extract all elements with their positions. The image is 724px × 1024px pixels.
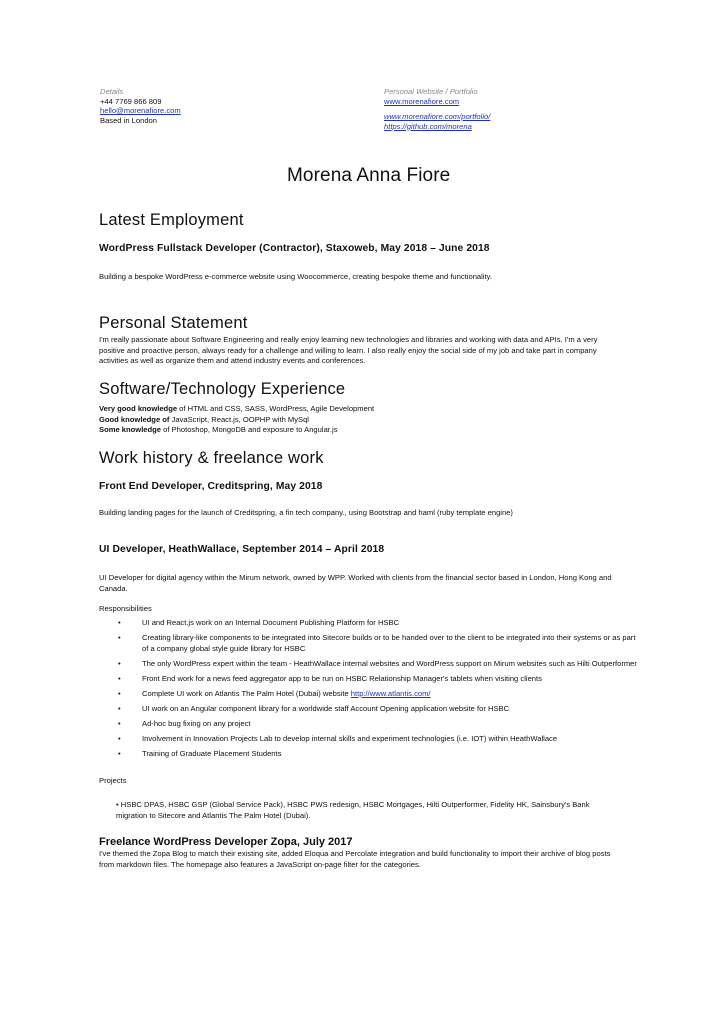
job-zopa-desc: I've themed the Zopa Blog to match their existing site, added Eloqua and Percolate integration and build functionality to import their archive of blog posts from markdown files. The homepage also features a JavaScript on-page filter for the categories. [99,849,611,869]
portfolio-link[interactable]: www.morenafiore.com/portfolio/ [384,112,491,121]
skill-row-2 [99,415,621,426]
skill-level: Some knowledge [99,425,162,435]
list-item: • UI and React.js work on an Internal Document Publishing Platform for HSBC [118,618,400,627]
personal-statement-heading: Personal Statement [99,314,248,332]
latest-employment-heading: Latest Employment [99,211,244,229]
page-title: Morena Anna Fiore [287,165,451,186]
websites-label: Personal Website / Portfolio [384,87,478,96]
job-heathwallace-role: UI Developer, HeathWallace, September 2014 – April 2018 [99,544,385,555]
details-label: Details [100,87,124,96]
job-heathwallace-desc: UI Developer for digital agency within the Mirum network, owned by WPP. Worked with clients from the financial sector based in London, Hong Kong and Canada. [99,573,612,593]
projects-label: Projects [99,776,127,785]
skill-row-1 [99,404,621,415]
latest-role: WordPress Fullstack Developer (Contractor), Staxoweb, May 2018 – June 2018 [99,243,490,254]
skill-text: of Photoshop, MongoDB and exposure to Angular.js [161,425,338,435]
websites-block [384,87,490,131]
personal-statement-text: I'm really passionate about Software Engineering and really enjoy learning new technologies and libraries and working with data and APIs. I'm a very positive and proactive person, always ready for a challenge and willing to learn. I also really enjoy the social side of my job and take part in company activities as well as organize them and attend industry events and conferences. [99,335,598,366]
list-item: • The only WordPress expert within the team - HeathWallace internal websites and WordPress support on Mirum websites such as Hilti Outperformer [118,658,637,668]
github-link[interactable]: https://github.com/morena [384,121,472,131]
job-zopa-role: Freelance WordPress Developer Zopa, July 2017 [99,836,353,848]
list-item: • Creating library-like components to be integrated into Sitecore builds or to be handed over to the client to be integrated into their systems or as part of a company global style guide library for HSBC [118,633,636,653]
skill-text: JavaScript, React.js, OOPHP with MySql [169,414,309,424]
atlantis-link[interactable]: http://www.atlantis.com/ [350,688,431,698]
location-text: Based in London [100,115,158,125]
phone-number: +44 7769 866 809 [100,96,162,106]
skill-row-3 [99,425,621,436]
list-item: • UI work on an Angular component library for a worldwide staff Account Opening application website for HSBC [118,704,510,714]
skill-level: Very good knowledge [99,404,178,413]
skill-text: of HTML and CSS, SASS, WordPress, Agile Development [177,404,375,413]
website-link[interactable]: www.morenafiore.com [384,96,460,106]
responsibilities-label: Responsibilities [99,604,152,613]
skills-list [99,404,621,436]
job-creditspring-role: Front End Developer, Creditspring, May 2018 [99,481,323,492]
contact-details [100,87,181,125]
latest-description: Building a bespoke WordPress e-commerce website using Woocommerce, creating bespoke theme and functionality. [99,272,492,281]
list-item: • Training of Graduate Placement Students [118,749,282,759]
responsibilities-list [118,618,640,764]
work-history-heading: Work history & freelance work [99,449,324,467]
job-creditspring-desc: Building landing pages for the launch of Creditspring, a fin tech company., using Bootstrap and haml (ruby template engine) [99,508,513,517]
email-link[interactable]: hello@morenafiore.com [100,106,181,115]
list-item: • Front End work for a news feed aggregator app to be run on HSBC Relationship Manager's tablets when visiting clients [118,673,542,683]
skills-heading: Software/Technology Experience [99,380,346,398]
list-item: • Ad-hoc bug fixing on any project [118,719,251,729]
projects-text: • HSBC DPAS, HSBC GSP (Global Service Pack), HSBC PWS redesign, HSBC Mortgages, Hilti Outperformer, Fidelity HK, Sainsbury's Bank migration to Sitecore and Atlantis The Palm Hotel (Dubai). [116,800,590,820]
list-item: • Complete UI work on Atlantis The Palm Hotel (Dubai) website http://www.atlantis.com/ [118,688,431,698]
list-item: • Involvement in Innovation Projects Lab to develop internal skills and experiment technologies (i.e. IOT) within HeathWallace [118,734,558,744]
skill-level: Good knowledge of [99,414,170,424]
